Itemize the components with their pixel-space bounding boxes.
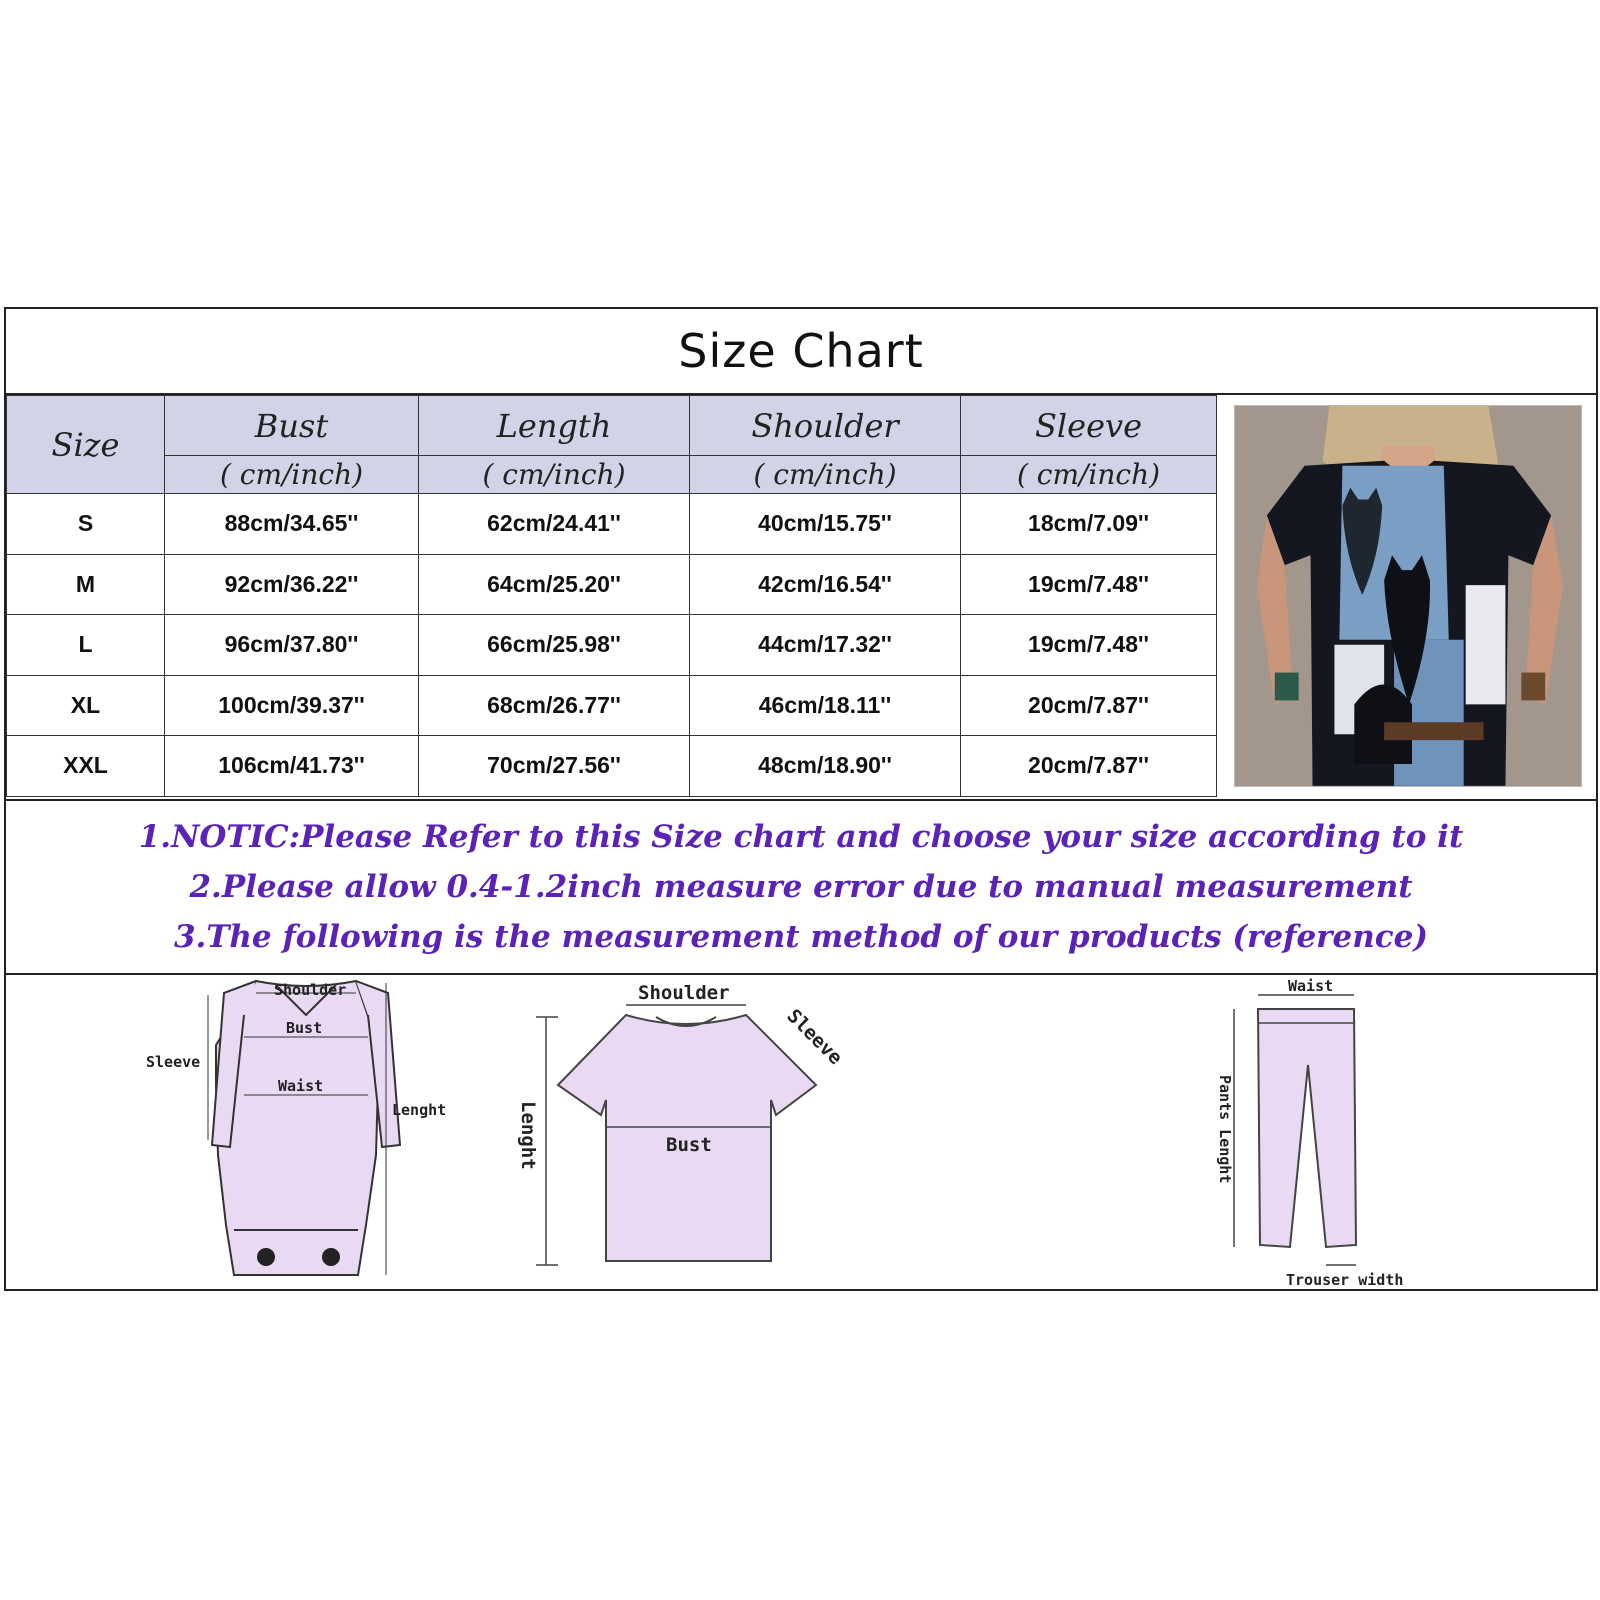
sleeve-column-header: Sleeve	[961, 396, 1217, 456]
shoulder-cell: 44cm/17.32''	[690, 615, 961, 676]
note-line-2: 2.Please allow 0.4-1.2inch measure error due to manual measurement	[189, 869, 1413, 905]
tshirt-diagram	[516, 975, 876, 1291]
shoulder-column-header: Shoulder	[690, 396, 961, 456]
table-row	[7, 675, 1217, 736]
shoulder-unit-label: ( cm/inch)	[690, 456, 961, 494]
product-photo	[1234, 405, 1582, 787]
note-line-3: 3.The following is the measurement method of our products (reference)	[173, 919, 1429, 955]
table-row	[7, 494, 1217, 555]
pants-diagram	[1206, 975, 1406, 1291]
sleeve-cell: 19cm/7.48''	[961, 554, 1217, 615]
length-cell: 62cm/24.41''	[419, 494, 690, 555]
bust-unit-label: ( cm/inch)	[165, 456, 419, 494]
notes-section	[6, 799, 1596, 975]
shoulder-cell: 42cm/16.54''	[690, 554, 961, 615]
table-row	[7, 554, 1217, 615]
size-column-header: Size	[7, 396, 165, 494]
bust-cell: 96cm/37.80''	[165, 615, 419, 676]
note-line-1: 1.NOTIC:Please Refer to this Size chart and choose your size according to it	[138, 819, 1464, 855]
size-cell: M	[7, 554, 165, 615]
dress-bust-label: Bust	[286, 1019, 323, 1037]
sleeve-cell: 18cm/7.09''	[961, 494, 1217, 555]
length-unit-label: ( cm/inch)	[419, 456, 690, 494]
sleeve-cell: 20cm/7.87''	[961, 736, 1217, 797]
length-column-header: Length	[419, 396, 690, 456]
tshirt-sleeve-label: Sleeve	[782, 1004, 847, 1070]
tshirt-shoulder-label: Shoulder	[638, 982, 730, 1004]
size-cell: XXL	[7, 736, 165, 797]
dress-diagram	[146, 975, 466, 1291]
dress-length-label: Lenght	[392, 1101, 447, 1119]
table-row	[7, 615, 1217, 676]
bust-cell: 106cm/41.73''	[165, 736, 419, 797]
sleeve-cell: 19cm/7.48''	[961, 615, 1217, 676]
size-cell: L	[7, 615, 165, 676]
size-cell: S	[7, 494, 165, 555]
length-cell: 64cm/25.20''	[419, 554, 690, 615]
size-table	[6, 395, 1217, 797]
size-chart-sheet	[4, 307, 1598, 1291]
dress-shoulder-label: Shoulder	[274, 981, 347, 999]
length-cell: 68cm/26.77''	[419, 675, 690, 736]
sleeve-unit-label: ( cm/inch)	[961, 456, 1217, 494]
bust-column-header: Bust	[165, 396, 419, 456]
size-chart-title: Size Chart	[6, 309, 1596, 395]
pants-trouser-width-label: Trouser width	[1286, 1271, 1404, 1289]
tshirt-length-label: Lenght	[517, 1101, 539, 1170]
dress-waist-label: Waist	[278, 1077, 324, 1095]
table-row	[7, 736, 1217, 797]
bust-cell: 88cm/34.65''	[165, 494, 419, 555]
dress-sleeve-label: Sleeve	[146, 1053, 201, 1071]
sleeve-cell: 20cm/7.87''	[961, 675, 1217, 736]
shoulder-cell: 46cm/18.11''	[690, 675, 961, 736]
length-cell: 70cm/27.56''	[419, 736, 690, 797]
measurement-diagrams	[6, 975, 1596, 1291]
pants-length-label: Pants Lenght	[1216, 1075, 1234, 1184]
bust-cell: 92cm/36.22''	[165, 554, 419, 615]
length-cell: 66cm/25.98''	[419, 615, 690, 676]
pants-waist-label: Waist	[1288, 977, 1334, 995]
size-cell: XL	[7, 675, 165, 736]
tshirt-bust-label: Bust	[666, 1134, 712, 1156]
bust-cell: 100cm/39.37''	[165, 675, 419, 736]
shoulder-cell: 48cm/18.90''	[690, 736, 961, 797]
shoulder-cell: 40cm/15.75''	[690, 494, 961, 555]
